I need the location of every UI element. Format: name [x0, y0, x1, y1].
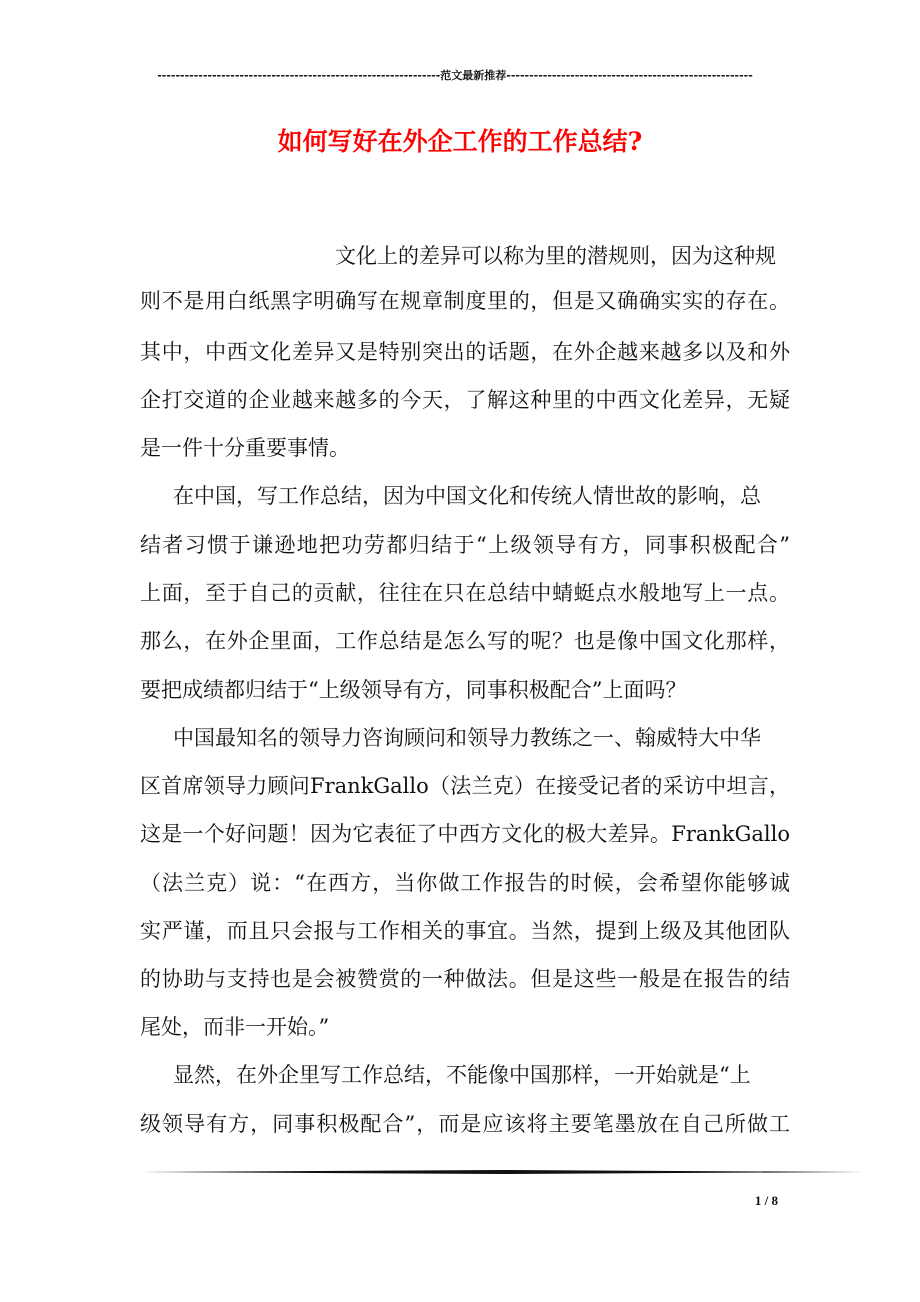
body-line: 文化上的差异可以称为里的潜规则，因为这种规	[335, 244, 776, 268]
body-line: 上面，至于自己的贡献，往往在只在总结中蜻蜓点水般地写上一点。	[140, 581, 790, 605]
body-line: 那么，在外企里面，工作总结是怎么写的呢？也是像中国文化那样，	[140, 629, 790, 653]
body-line: 其中，中西文化差异又是特别突出的话题，在外企越来越多以及和外	[140, 340, 790, 364]
body-line: 区首席领导力顾问FrankGallo（法兰克）在接受记者的采访中坦言，	[140, 774, 790, 798]
body-line: 这是一个好问题！因为它表征了中西方文化的极大差异。FrankGallo	[140, 822, 790, 846]
body-line: 级领导有方，同事积极配合”，而是应该将主要笔墨放在自己所做工	[140, 1112, 790, 1136]
footer-rule	[140, 1170, 864, 1174]
body-line: 在中国，写工作总结，因为中国文化和传统人情世故的影响，总	[173, 484, 761, 508]
body-line: （法兰克）说：“在西方，当你做工作报告的时候，会希望你能够诚	[140, 871, 790, 895]
body-line: 实严谨，而且只会报与工作相关的事宜。当然，提到上级及其他团队	[140, 919, 790, 943]
header-banner: --------------------------------------------------------------范文最新推荐------------------------------------------------------	[157, 69, 753, 82]
body-line: 中国最知名的领导力咨询顾问和领导力教练之一、翰威特大中华	[173, 726, 761, 750]
document-title: 如何写好在外企工作的工作总结?	[277, 127, 643, 156]
body-line: 显然，在外企里写工作总结，不能像中国那样，一开始就是“上	[173, 1063, 751, 1087]
body-line: 尾处，而非一开始。”	[140, 1015, 330, 1039]
body-line: 企打交道的企业越来越多的今天，了解这种里的中西文化差异，无疑	[140, 388, 790, 412]
body-line: 则不是用白纸黑字明确写在规章制度里的，但是又确确实实的存在。	[140, 289, 790, 313]
body-line: 要把成绩都归结于“上级领导有方，同事积极配合”上面吗？	[140, 678, 687, 702]
body-line: 结者习惯于谦逊地把功劳都归结于“上级领导有方，同事积极配合”	[140, 533, 790, 557]
page-number: 1 / 8	[754, 1193, 778, 1208]
body-line: 是一件十分重要事情。	[140, 436, 350, 460]
body-line: 的协助与支持也是会被赞赏的一种做法。但是这些一般是在报告的结	[140, 967, 790, 991]
